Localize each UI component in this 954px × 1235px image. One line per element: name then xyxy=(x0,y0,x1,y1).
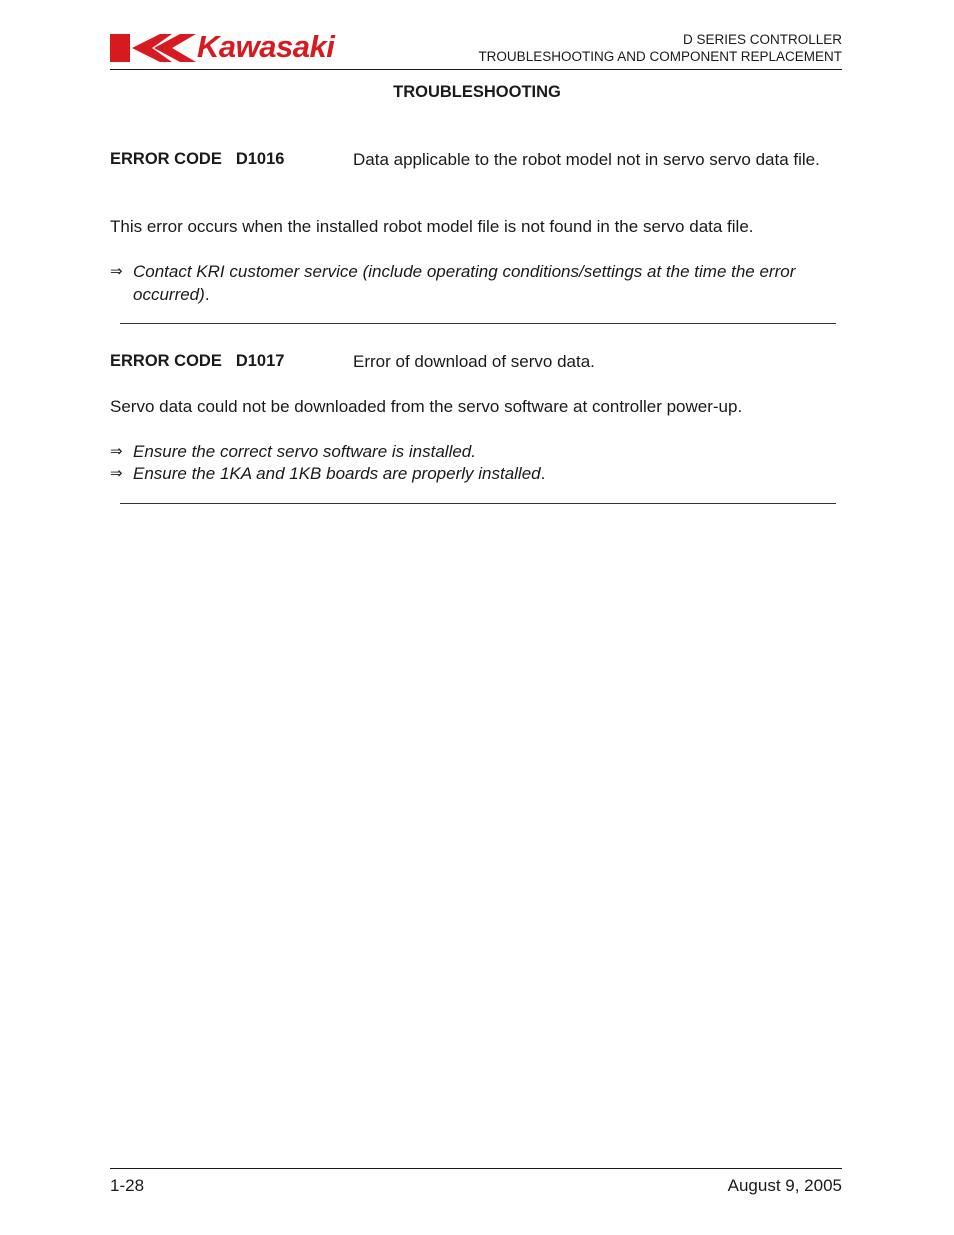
error-description: Error of download of servo data. xyxy=(353,352,595,371)
action-text: Ensure the correct servo software is installed. xyxy=(133,442,476,461)
action-text: Contact KRI customer service (include operating conditions/settings at the time the error occurred) xyxy=(133,262,796,304)
error-heading-d1017 xyxy=(110,350,284,373)
footer-date: August 9, 2005 xyxy=(727,1176,842,1195)
action-text: Ensure the 1KA and 1KB boards are properly installed xyxy=(133,464,541,483)
section-title: TROUBLESHOOTING xyxy=(393,83,561,101)
error-code-value: D1016 xyxy=(235,150,285,168)
kawasaki-logo-mark-icon xyxy=(110,32,196,64)
header-rule xyxy=(110,69,842,70)
error-heading-d1016 xyxy=(110,148,284,171)
error-code-value: D1017 xyxy=(235,352,285,370)
error-code-label: ERROR CODE xyxy=(110,352,222,370)
error-explanation: This error occurs when the installed robot model file is not found in the servo data file. xyxy=(110,217,754,236)
corrective-action xyxy=(110,440,840,463)
corrective-action xyxy=(110,260,840,306)
corrective-action xyxy=(110,462,840,485)
arrow-icon: ⇒ xyxy=(110,263,123,280)
error-code-label: ERROR CODE xyxy=(110,150,222,168)
section-divider xyxy=(120,323,836,324)
error-explanation: Servo data could not be downloaded from the servo software at controller power-up. xyxy=(110,397,743,416)
header-line-1: D SERIES CONTROLLER xyxy=(682,32,842,47)
section-divider xyxy=(120,503,836,504)
header-line-2: TROUBLESHOOTING AND COMPONENT REPLACEMENT xyxy=(478,49,842,64)
page-number: 1-28 xyxy=(110,1176,145,1195)
kawasaki-logo xyxy=(110,29,390,64)
arrow-icon: ⇒ xyxy=(110,465,123,482)
logo-wordmark: Kawasaki xyxy=(197,29,335,64)
footer-rule xyxy=(110,1168,842,1169)
error-description: Data applicable to the robot model not in servo servo data file. xyxy=(353,150,820,169)
document-header xyxy=(478,31,842,65)
action-punctuation: . xyxy=(540,464,546,483)
action-punctuation: . xyxy=(204,285,210,304)
arrow-icon: ⇒ xyxy=(110,443,123,460)
